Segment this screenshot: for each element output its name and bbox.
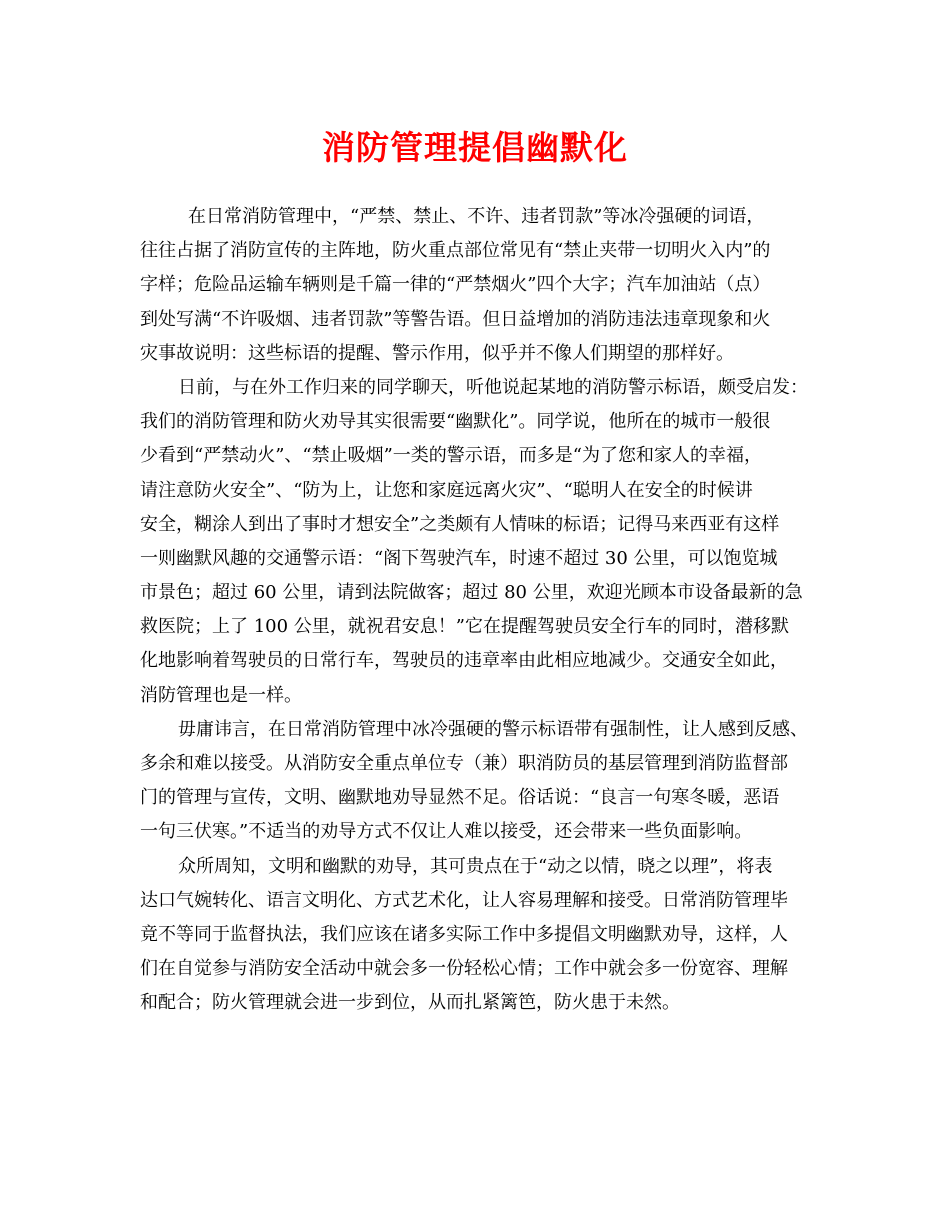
paragraph-line: 门的管理与宣传，文明、幽默地劝导显然不足。俗话说：“良言一句寒冬暖，恶语: [140, 787, 780, 809]
paragraph-line: 日前，与在外工作归来的同学聊天，听他说起某地的消防警示标语，颇受启发：: [178, 376, 808, 398]
paragraph-line: 安全，糊涂人到出了事时才想安全”之类颇有人情味的标语；记得马来西亚有这样: [140, 513, 780, 535]
page-title: 消防管理提倡幽默化: [322, 128, 628, 167]
paragraph-3: [140, 713, 824, 850]
paragraph-line: 达口气婉转化、语言文明化、方式艺术化，让人容易理解和接受。日常消防管理毕: [140, 889, 788, 911]
paragraph-line: 化地影响着驾驶员的日常行车，驾驶员的违章率由此相应地减少。交通安全如此，: [140, 650, 788, 672]
paragraph-line: 多余和难以接受。从消防安全重点单位专（兼）职消防员的基层管理到消防监督部: [140, 753, 788, 774]
article-body: [140, 200, 824, 1021]
paragraph-4: [140, 850, 824, 1021]
paragraph-line: 消防管理也是一样。: [140, 684, 302, 706]
paragraph-line: 少看到“严禁动火”、“禁止吸烟”一类的警示语，而多是“为了您和家人的幸福，: [140, 445, 763, 467]
paragraph-line: 往往占据了消防宣传的主阵地，防火重点部位常见有“禁止夹带一切明火入内”的: [140, 240, 771, 262]
paragraph-line: 和配合；防火管理就会进一步到位，从而扎紧篱笆，防火患于未然。: [140, 992, 680, 1014]
paragraph-1: [140, 200, 824, 371]
paragraph-line: 请注意防火安全”、“防为上，让您和家庭远离火灾”、“聪明人在安全的时候讲: [140, 479, 753, 501]
paragraph-line: 字样；危险品运输车辆则是千篇一律的“严禁烟火”四个大字；汽车加油站（点）: [140, 274, 771, 296]
paragraph-line: 市景色；超过 60 公里，请到法院做客；超过 80 公里，欢迎光顾本市设备最新的急: [140, 582, 803, 604]
paragraph-line: 救医院；上了 100 公里，就祝君安息！”它在提醒驾驶员安全行车的同时，潜移默: [140, 616, 789, 638]
paragraph-line: 在日常消防管理中，“严禁、禁止、不许、违者罚款”等冰冷强硬的词语，: [188, 206, 765, 227]
paragraph-line: 一句三伏寒。”不适当的劝导方式不仅让人难以接受，还会带来一些负面影响。: [140, 821, 753, 843]
paragraph-2: [140, 371, 824, 713]
paragraph-line: 我们的消防管理和防火劝导其实很需要“幽默化”。同学说，他所在的城市一般很: [140, 411, 771, 433]
paragraph-line: 竟不等同于监督执法，我们应该在诸多实际工作中多提倡文明幽默劝导，这样，人: [140, 923, 788, 945]
paragraph-line: 们在自觉参与消防安全活动中就会多一份轻松心情；工作中就会多一份宽容、理解: [140, 958, 788, 980]
paragraph-line: 灾事故说明：这些标语的提醒、警示作用，似乎并不像人们期望的那样好。: [140, 342, 734, 364]
paragraph-line: 毋庸讳言，在日常消防管理中冰冷强硬的警示标语带有强制性，让人感到反感、: [178, 718, 808, 740]
paragraph-line: 众所周知，文明和幽默的劝导，其可贵点在于“动之以情，晓之以理”，将表: [178, 855, 773, 877]
paragraph-line: 一则幽默风趣的交通警示语：“阁下驾驶汽车，时速不超过 30 公里，可以饱览城: [140, 547, 778, 569]
paragraph-line: 到处写满“不许吸烟、违者罚款”等警告语。但日益增加的消防违法违章现象和火: [140, 308, 771, 330]
